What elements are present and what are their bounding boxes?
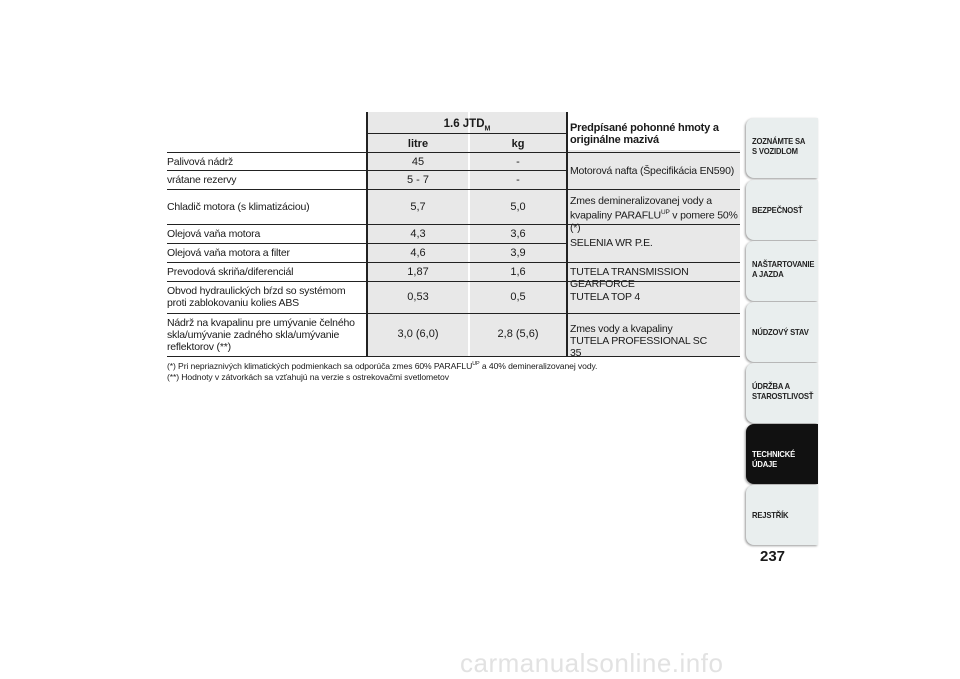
cell-kg: 3,9	[510, 247, 526, 259]
cell-kg: 1,6	[510, 266, 526, 278]
row-label-washer: Nádrž na kvapalinu pre umývanie čelného skla/umývanie zadného skla/umývanie reflektorov (**)	[167, 317, 355, 353]
tab-label: ÚDRŽBA A STAROSTLIVOSŤ	[752, 381, 814, 401]
tab-zoznamte-sa[interactable]	[746, 118, 818, 178]
row-divider	[167, 243, 567, 244]
fluid-gear-oil: TUTELA TRANSMISSION GEARFORCE	[570, 266, 689, 290]
tab-bezpecnost[interactable]	[746, 180, 818, 240]
tab-nudzovy-stav[interactable]	[746, 302, 818, 362]
tab-label: NÚDZOVÝ STAV	[752, 327, 809, 337]
row-divider	[368, 133, 566, 134]
cell-litre: 5 - 7	[406, 174, 429, 186]
engine-header: 1.6 $JTD_M$	[443, 118, 491, 133]
row-divider	[167, 262, 740, 263]
row-label-oil-sump: Olejová vaňa motora	[167, 228, 261, 240]
row-divider	[167, 170, 567, 171]
fluid-engine-oil: SELENIA WR P.E.	[570, 237, 653, 249]
cell-litre: 45	[411, 156, 425, 168]
footnote-1: (*) Pri nepriaznivých klimatických podmienkach sa odporúča zmes 60% $PARAFLU^{UP}$ a 40% demineralizovanej vody.	[167, 360, 598, 371]
cell-litre: 3,0 (6,0)	[397, 328, 439, 340]
cell-litre: 1,87	[407, 266, 429, 278]
fluid-washer: Zmes vody a kvapaliny TUTELA PROFESSIONAL SC 35	[570, 323, 707, 359]
fluid-brake: TUTELA TOP 4	[570, 291, 640, 303]
tab-label: BEZPEČNOSŤ	[752, 205, 803, 215]
row-label-coolant: Chladič motora (s klimatizáciou)	[167, 201, 310, 213]
tab-label: REJSTŘÍK	[752, 510, 789, 520]
tab-technicke-udaje[interactable]	[746, 424, 818, 484]
tab-nastartovanie[interactable]	[746, 241, 818, 301]
watermark: carmanualsonline.info	[460, 648, 724, 678]
row-label-fuel-tank: Palivová nádrž	[167, 156, 234, 168]
page-number: 237	[760, 548, 786, 565]
cell-litre: 0,53	[407, 291, 429, 303]
tab-label: ZOZNÁMTE SA S VOZIDLOM	[752, 136, 805, 156]
tab-rejstrik[interactable]	[746, 485, 818, 545]
row-divider	[167, 313, 740, 314]
fluid-coolant: Zmes demineralizovanej vody a kvapaliny $PARAFLU^{UP}$ v pomere 50% (*)	[570, 195, 738, 234]
row-label-brakes: Obvod hydraulických bŕzd so systémom proti zablokovaniu kolies ABS	[167, 285, 346, 309]
cell-kg: 5,0	[510, 201, 526, 213]
column-divider	[566, 112, 568, 356]
footnote-2: (**) Hodnoty v zátvorkách sa vzťahujú na verzie s ostrekovačmi svetlometov	[167, 372, 449, 382]
unit-kg-header: kg	[511, 138, 525, 150]
row-divider	[167, 189, 740, 190]
cell-litre: 5,7	[410, 201, 426, 213]
row-label-gearbox: Prevodová skriňa/diferenciál	[167, 266, 294, 278]
cell-litre: 4,6	[410, 247, 426, 259]
tab-udrzba[interactable]	[746, 363, 818, 423]
cell-litre: 4,3	[410, 228, 426, 240]
cell-kg: 0,5	[510, 291, 526, 303]
unit-litre-header: litre	[407, 138, 429, 150]
row-label-oil-sump-filter: Olejová vaňa motora a filter	[167, 247, 290, 259]
cell-kg: -	[516, 174, 520, 186]
tab-label: NAŠTARTOVANIE A JAZDA	[752, 259, 815, 279]
tab-label: TECHNICKÉ ÚDAJE	[752, 449, 796, 469]
cell-kg: 3,6	[510, 228, 526, 240]
cell-kg: 2,8 (5,6)	[497, 328, 539, 340]
row-divider	[167, 152, 740, 153]
fluid-fuel: Motorová nafta (Špecifikácia EN590)	[570, 165, 734, 177]
cell-kg: -	[516, 156, 520, 168]
fluids-header: Predpísané pohonné hmoty a originálne mazivá	[570, 122, 719, 146]
row-label-reserve: vrátane rezervy	[167, 174, 237, 186]
